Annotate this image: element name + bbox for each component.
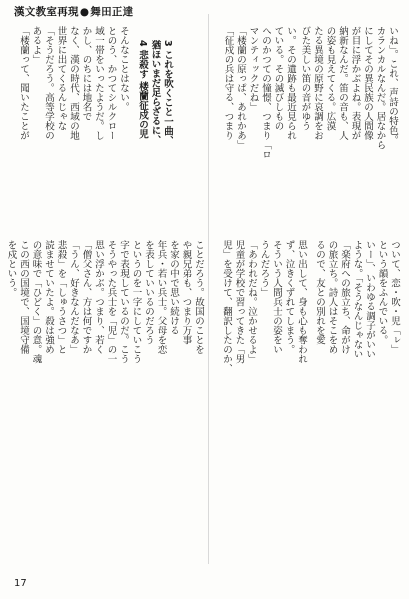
header-author: 舞田正達 xyxy=(90,6,134,18)
text-column: の姿も見えてくる。広漠 xyxy=(324,26,336,131)
text-column: 「そうだろう。高等学校の xyxy=(43,26,54,140)
text-column: や親兄弟も、つまり万事 xyxy=(180,240,192,345)
text-column: を家の中で思い続ける xyxy=(168,240,179,335)
text-column: 「僧父さん、方は何ですか xyxy=(80,240,92,354)
upper-left-text xyxy=(14,26,129,231)
text-column: 悲殺」を「しゅうさつ」と xyxy=(55,240,67,354)
running-header xyxy=(14,3,133,20)
text-column: い。その遺跡も最近見られ xyxy=(285,26,296,140)
text-column: というのを一字にしていこう xyxy=(130,240,142,364)
text-column: ついて、恋・吹・児「ㇾ」 xyxy=(389,240,400,354)
text-column: マンティックだね」 xyxy=(247,26,259,112)
text-column: カランカルなんだ。居なから xyxy=(374,26,386,150)
text-column: 世界に出てくるんじゃな xyxy=(55,26,67,131)
text-column: びた美しい笛の音がゆう xyxy=(299,26,311,131)
text-column: が目に浮かぶよね。表現が xyxy=(349,26,361,140)
text-column: 域一帯をいったようだ。し xyxy=(93,26,104,140)
text-column: とのう、かつてシルクロー xyxy=(105,26,117,140)
text-column: 児童が学校で習ってきた「男 xyxy=(233,240,245,364)
text-column: なく、漢の時代、西域の地 xyxy=(68,26,79,140)
text-column: たる異境の原野に哀調をお xyxy=(312,26,323,140)
text-column: ことだろう。故国のことを xyxy=(193,240,204,354)
right-lower-text xyxy=(212,240,307,570)
poem-quotation xyxy=(133,40,173,230)
text-column: へのかつての憧憬、つまり「ロ xyxy=(260,26,271,159)
text-column: 読ませていたよ。殺は強め xyxy=(43,240,54,354)
text-column: にしてその異民族の人間像 xyxy=(362,26,373,140)
text-column: そうやった兵士を「児」の一 xyxy=(105,240,117,364)
text-column: を戍という。 xyxy=(5,240,17,297)
text-column: かし、のちには地名で xyxy=(80,26,92,121)
text-column: 年兵・若い兵士。父母を恋 xyxy=(155,240,167,354)
poem-line: 猶ほいまだ足らざるに、 xyxy=(149,40,161,145)
lower-left-text xyxy=(5,240,204,570)
text-column: 思い出して、身も心も奪われ xyxy=(296,240,307,364)
header-series: 漢文教室再現 xyxy=(14,6,79,18)
text-column: 納新なんだ。笛の音も、人 xyxy=(337,26,348,140)
text-column: いね」。これ、声詩の特色。 xyxy=(387,26,398,145)
poem-line: 4 悲殺す 楼蘭征戍の児 xyxy=(137,40,148,139)
poem-line: 3 これを吹くこと一曲、 xyxy=(162,40,173,145)
page-number: 17 xyxy=(14,578,27,589)
text-column: ている。その滅びしもの xyxy=(272,26,284,131)
text-column: の意味で「ひどく」の意。魂 xyxy=(30,240,42,364)
text-column: ず、泣きくずれてしまう。 xyxy=(283,240,295,354)
text-column: 児」を受けて、翻訳したのか、 xyxy=(221,240,232,373)
text-column: あるよ」 xyxy=(30,26,42,64)
text-column: るので、友との別れを愛 xyxy=(314,240,325,345)
text-column: そういう人間兵士の姿をい xyxy=(271,240,282,354)
text-column: いー」、いわゆる調子がいい xyxy=(364,240,375,359)
text-column: 「あわれだね。泣かせるよ」 xyxy=(246,240,257,364)
text-column: 思い浮かぶ。つまり、若く xyxy=(93,240,104,354)
text-column: ような。「そうなんじゃない xyxy=(351,240,363,359)
text-column: の旅立ち。詩人はそこをめ xyxy=(326,240,338,354)
text-column: そんなことはない。 xyxy=(118,26,129,112)
right-upper-text xyxy=(212,26,296,231)
text-column: 「征戍の兵は守る、つまり xyxy=(222,26,234,140)
text-column: うんだろう」 xyxy=(258,240,270,297)
center-divider xyxy=(208,14,209,564)
text-column: を表していいるのだろう xyxy=(143,240,154,345)
text-column: 「楼蘭って、聞いたことが xyxy=(18,26,29,140)
far-right-text xyxy=(308,240,400,570)
header-bullet: ● xyxy=(79,5,90,18)
right-upper-text-2 xyxy=(298,26,398,231)
text-column: 「楼蘭の原っぱ、あれかあ」 xyxy=(235,26,246,150)
text-column: 「うん、好きなんだなあ」 xyxy=(68,240,79,354)
text-column: 字で表現しているのだ。こう xyxy=(118,240,129,364)
text-column: この西の国境で、国境守備 xyxy=(18,240,29,354)
text-column: という韻をふんでいる。 xyxy=(376,240,388,345)
text-column: 「楽府への旅立ち、命がけ xyxy=(339,240,350,354)
